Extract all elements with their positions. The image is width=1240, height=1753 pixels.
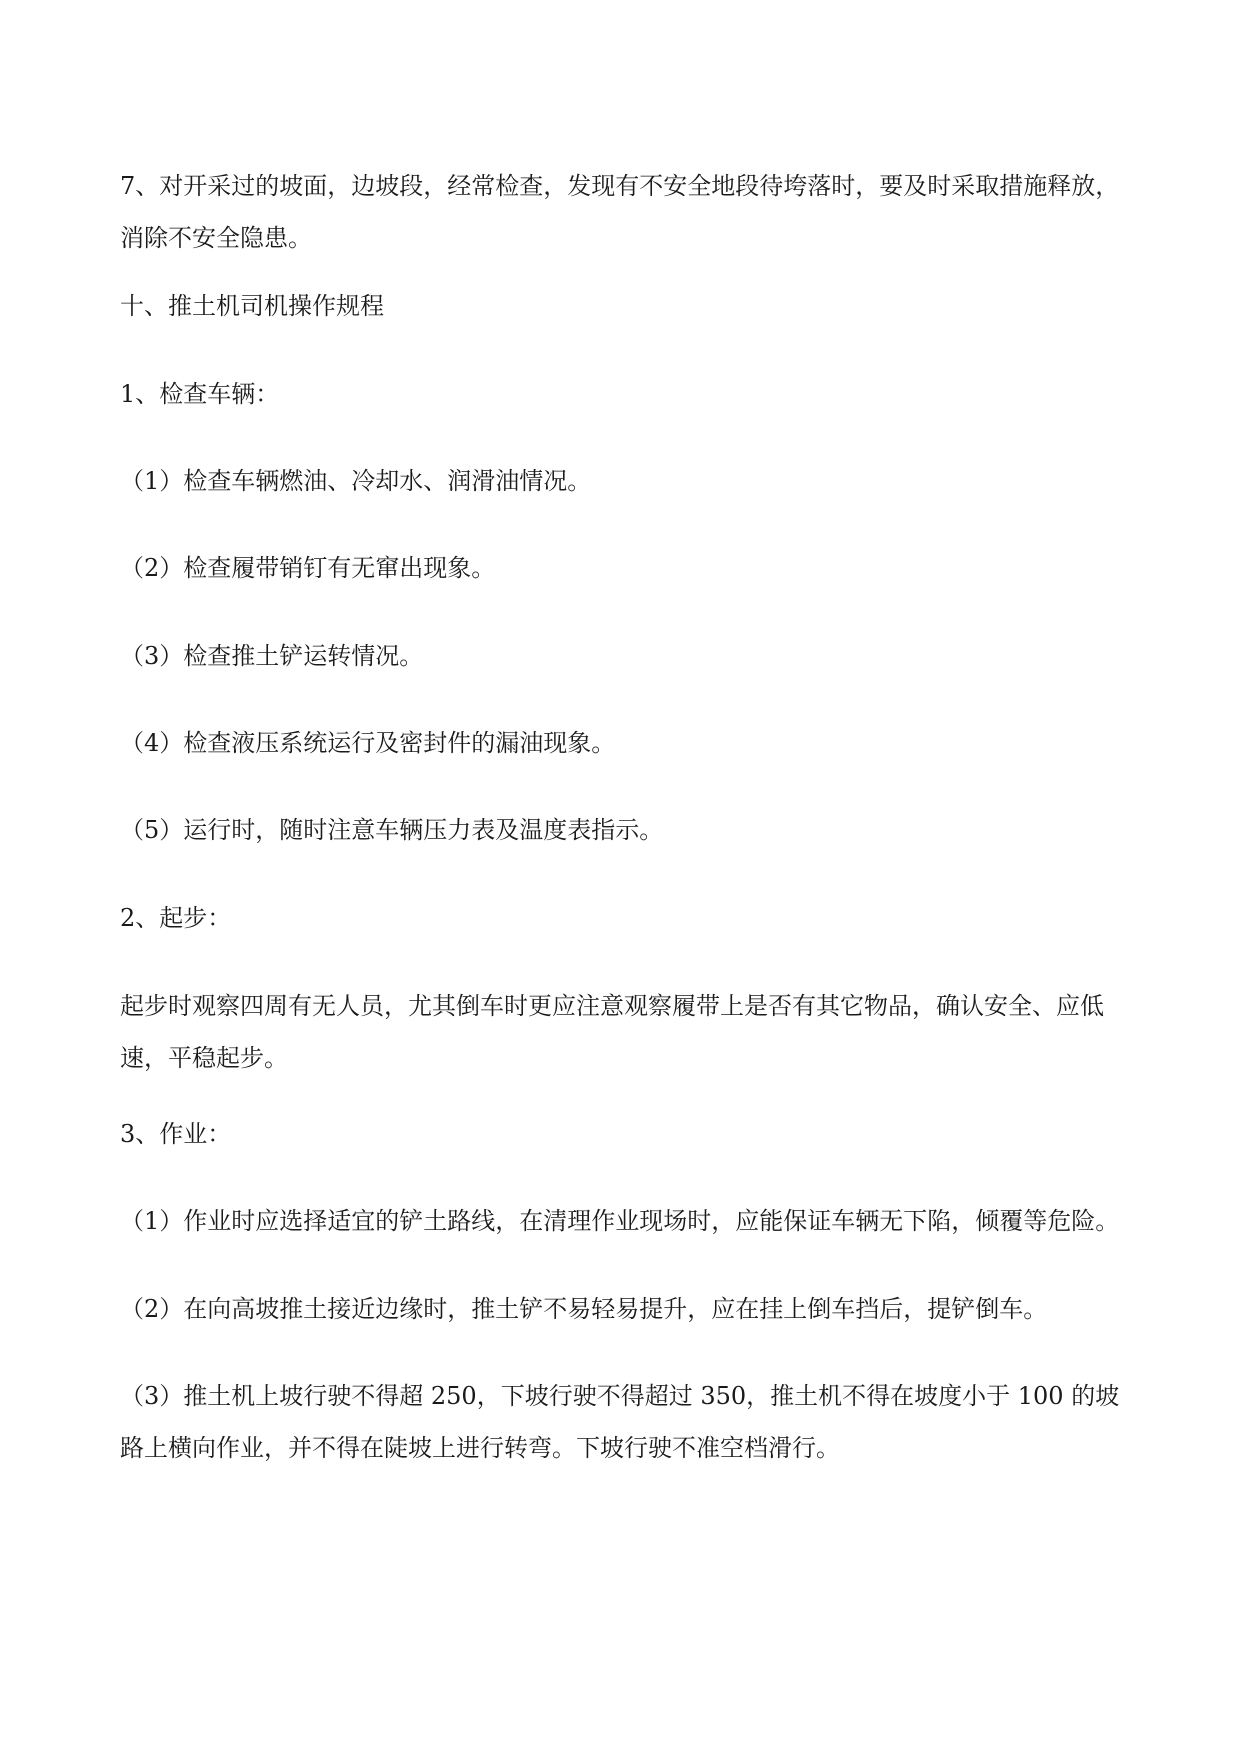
subheading-start: 2、起步： xyxy=(120,904,232,932)
paragraph-item-7: 7、对开采过的坡面，边坡段，经常检查，发现有不安全地段待垮落时，要及时采取措施释放，消除不安全隐患。 xyxy=(120,172,1120,252)
check-item-5: （5）运行时，随时注意车辆压力表及温度表指示。 xyxy=(120,816,664,844)
subheading-operation: 3、作业： xyxy=(120,1120,232,1148)
section-heading-bulldozer: 十、推土机司机操作规程 xyxy=(120,292,384,320)
check-item-2: （2）检查履带销钉有无窜出现象。 xyxy=(120,554,496,582)
operation-item-1: （1）作业时应选择适宜的铲土路线，在清理作业现场时，应能保证车辆无下陷，倾覆等危险。 xyxy=(120,1207,1120,1235)
subheading-check-vehicle: 1、检查车辆： xyxy=(120,380,280,408)
start-paragraph: 起步时观察四周有无人员，尤其倒车时更应注意观察履带上是否有其它物品，确认安全、应低速，平稳起步。 xyxy=(120,992,1104,1072)
check-item-4: （4）检查液压系统运行及密封件的漏油现象。 xyxy=(120,729,616,757)
check-item-3: （3）检查推土铲运转情况。 xyxy=(120,642,424,670)
operation-item-3: （3）推土机上坡行驶不得超 250，下坡行驶不得超过 350，推土机不得在坡度小于 100 的坡路上横向作业，并不得在陡坡上进行转弯。下坡行驶不准空档滑行。 xyxy=(120,1382,1120,1462)
check-item-1: （1）检查车辆燃油、冷却水、润滑油情况。 xyxy=(120,467,592,495)
operation-item-2: （2）在向高坡推土接近边缘时，推土铲不易轻易提升，应在挂上倒车挡后，提铲倒车。 xyxy=(120,1295,1048,1323)
